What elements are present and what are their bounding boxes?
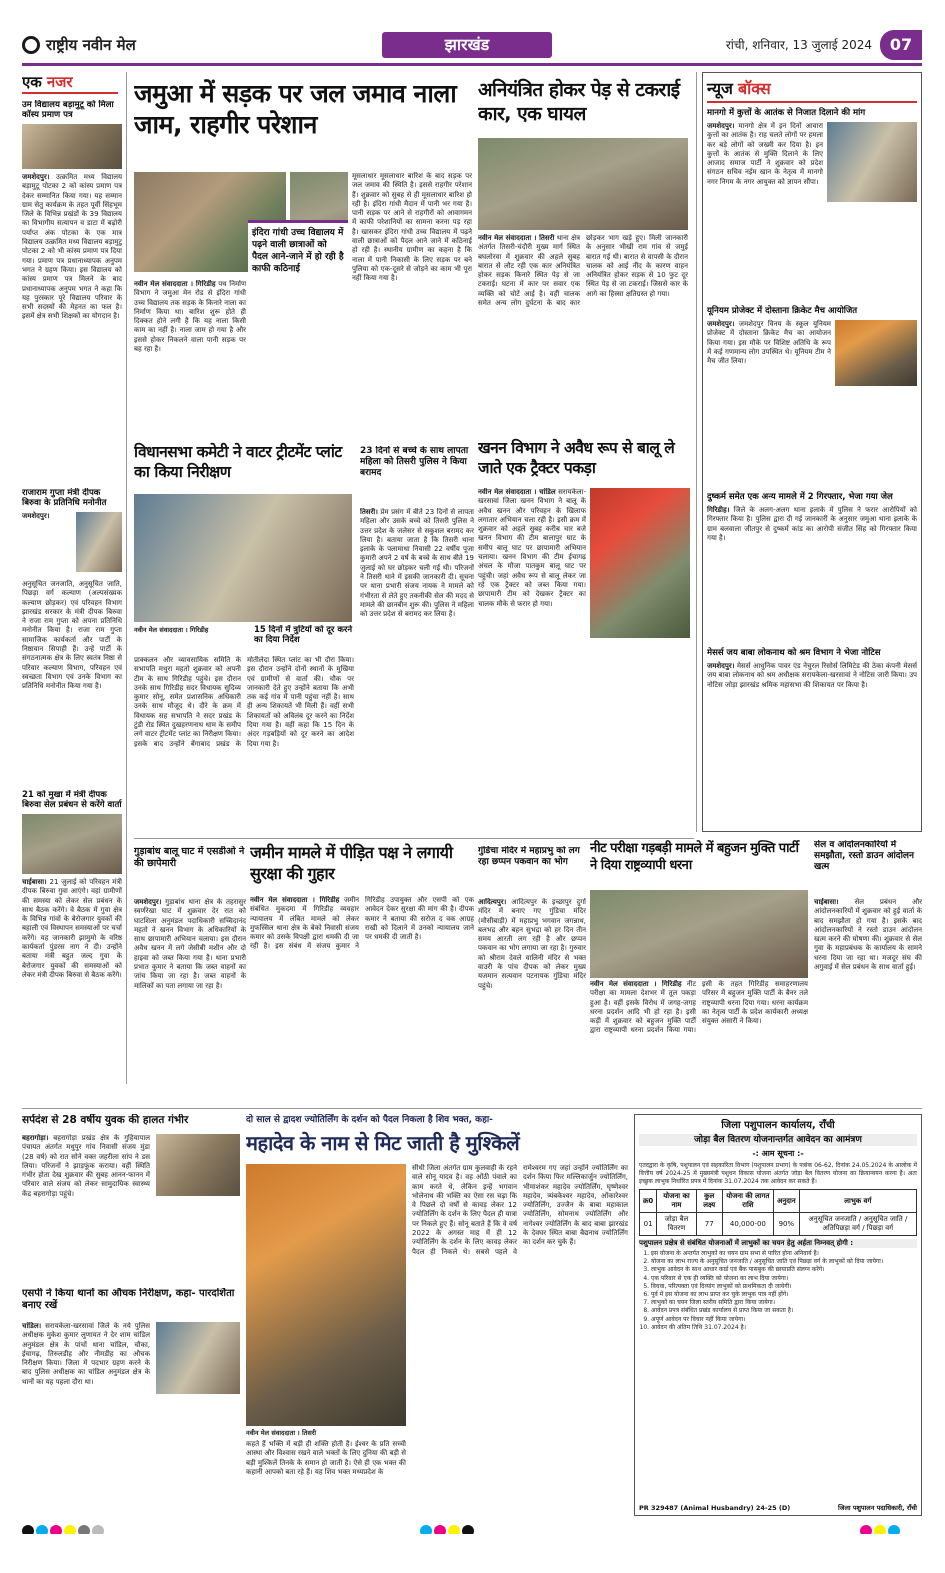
paper-name: राष्ट्रीय नवीन मेल: [22, 30, 262, 60]
story-vidhansabha-headline-box: [134, 442, 354, 492]
story-missing-headline-box: [360, 446, 472, 506]
story-headline: अनियंत्रित होकर पेड़ से टकराई कार, एक घायल: [478, 79, 680, 125]
story-snake-body: बहरागोड़ा। बहरागोड़ा प्रखंड क्षेत्र के गुहियापाल पंचायत अंतर्गत मधुपुर गांव निवासी संजय मुंडा (28 वर्ष) को रात सोने वक्त जहरीला सांप ने डस लिया। परिजनों ने झाड़फूंक कराया। वहीं स्थिति गंभीर होता देख शुक्रवार की सुबह आनन-फानन में परिवार वाले संजय को लेकर सामुदायिक स्वास्थ्य केंद्र बहरागोड़ा पहुंचे।: [22, 1134, 150, 1198]
portrait-photo: [76, 512, 122, 572]
table-header: लाभुक वर्ग: [799, 1190, 916, 1213]
table-cell: 40,000-00: [722, 1213, 773, 1236]
ek-nazar-item-1: उम विद्यालय बड़ामुटू को मिला कॉस्य प्रमाण पत्र जमशेदपुर। उत्क्रमित मध्य विद्यालय बड़ामुटू पोटका 2 को कांस्य प्रमाण पत्र देकर सम्मानित किया गया। यह सम्मान ग्राम सेतु कार्यक्रम के तहत पूर्वी सिंहभूम जिले के विभिन्न प्रखंडों के 39 विद्यालय का विभागीय सत्यापन व डाटा में बढ़ोरी पर्याप्त अंक पोटका के एक मात्र विद्यालय उत्क्रमित मध्य विद्यालय बड़ामुटू पोटका 2 को भी कांस्य प्रमाण पत्र दिया गया। प्रमाण पत्र प्रधानाध्यापक अनुपम भगत ने ग्रहण किया। इस विद्यालय को कांस्य प्रमाण पत्र मिलने के बाद प्रधानाध्यापक अनुपम भगत ने कहा कि यह पुरस्कार पूरे विद्यालय परिवार के सभी सदस्यों की मेहनत का फल है। इसमें क्षेत्र सभी शिक्षकों का योगदान है।: [22, 100, 122, 321]
ek-nazar-item-2: राजाराम गुप्ता मंत्री दीपक बिरुवा के प्रतिनिधि मनोनीत जमशेदपुर। अनुसूचित जनजाति, अनुसूचित जाति, पिछड़ा वर्ग कल्याण (अल्पसंख्यक कल्याण छोड़कर) एवं परिवहन विभाग झारखंड सरकार के मंत्री दीपक बिरुवा ने राजा राम गुप्ता को अपना प्रतिनिधि मनोनीत किया है। राजा राम गुप्ता सामाजिक कार्यकर्ता और पार्टी के निष्ठावान सिपाही हैं। उन्हें पार्टी के संगठनात्मक क्षेत्र के लिए स्वतंत्र निष्ठा से परिवार कल्याण विभाग, परिवहन एवं स्वच्छता विभाग एवं उनके विभाग का प्रतिनिधि मनोनीत किया गया है।: [22, 488, 122, 691]
story-mining-headline-box: [478, 438, 694, 486]
scheme-table: [639, 1189, 917, 1236]
story-headline: गुंडिचा मंदिर में महाप्रभु को लग रहा छप्पन पकवान का भोग: [478, 846, 580, 867]
list-item: 10. आवेदन की अंतिम तिथि 31.07.2024 है।: [651, 1324, 917, 1332]
list-item: 2. योजना का लाभ राज्य के अनुसूचित जनजाति / अनुसूचित जाति एवं पिछड़ा वर्ग के लाभुकों को दिया जायेगा।: [651, 1258, 917, 1266]
section-tab: झारखंड: [382, 32, 552, 58]
news-box-item-4: मेसर्स जय बाबा लोकनाथ को श्रम विभाग ने भेजा नोटिस जमशेदपुर। मेसर्स आधुनिक पावर एंड नेचुरल रिसोर्स लिमिटेड की ठेका कंपनी मेसर्स जय बाबा लोकनाथ को श्रम अधीक्षक सरायकेला-खरसावां ने नोटिस जारी किया। उप नोटिस जोड़ा झारखंड श्रमिक महासभा की शिकायत पर किया है।: [707, 648, 917, 689]
list-item: 5. विधवा, परित्यक्ता एवं दिव्यांग लाभुकों को प्राथमिकता दी जायेगी।: [651, 1283, 917, 1291]
certificate-photo: [22, 124, 122, 169]
masthead-rule: [22, 63, 922, 66]
tender-notes: [639, 1250, 917, 1332]
table-header: कुल लक्ष्य: [696, 1190, 722, 1213]
story-jamua-body-2: मूसलाधार मूसलाधार बारिश के बाद सड़क पर जल जमाव की स्थिति है। इससे राहगीर परेशान हैं। शुक्रवार को सुबह से ही मूसलाधार बारिश हो रही है। इंदिरा गांधी मैदान में पानी भर गया है। पानी सड़क पर आने से राहगीरों को आवागमन में काफी परेशानियों का सामना करना पड़ रहा है। खासकर इंदिरा गांधी उच्च विद्यालय में पढ़ने वाली छात्राओं को पैदल आने जाने में कठिनाई हो रही है। स्थानीय ग्रामीण का कहना है कि नाला में पानी निकासी के लिए सड़क पर बने पुलिया को एक-दूसरे से जोड़ने का काम भी पूरा नहीं किया गया है।: [352, 172, 472, 283]
logo-ring-icon: [22, 36, 40, 54]
color-registration-strip: [860, 1522, 922, 1534]
table-cell: अनुसूचित जनजाति / अनुसूचित जाति / अतिपिछड़ा वर्ग / पिछड़ा वर्ग: [799, 1213, 916, 1236]
story-neet-body: नवीन मेल संवाददाता । गिरिडीह नीट परीक्षा का मामला देशभर में तूल पकड़ा हुआ है। वहीं इसके विरोध में जगह-जगह धरना प्रदर्शन आदि भी हो रहा है। इसी कड़ी में शुक्रवार को बहुजन मुक्ति पार्टी द्वारा राष्ट्रव्यापी धरना प्रदर्शन किया गया। इसी के तहत गिरिडीह समाहरणालय परिसर में बहुजन मुक्ति पार्टी के बैनर तले राष्ट्रव्यापी धरना दिया गया। धरना कार्यक्रम का नेतृत्व पार्टी के प्रदेश कार्यकारी अध्यक्ष संयुक्त अंसारी ने किया।: [590, 980, 808, 1035]
story-mahadev-kicker: दो साल से द्वादश ज्योतिर्लिंग के दर्शन को पैदल निकला है शिव भक्त, कहा-: [246, 1115, 493, 1125]
registration-dot: [860, 1525, 872, 1534]
registration-dot: [64, 1525, 76, 1534]
memorandum-photo: [827, 122, 917, 202]
story-land-headline-box: [250, 842, 474, 892]
story-jamua-headline-box: [134, 78, 470, 168]
photo-caption: नवीन मेल संवाददाता । तिसरी: [246, 1429, 317, 1437]
story-headline: विधानसभा कमेटी ने वाटर ट्रीटमेंट प्लांट का किया निरीक्षण: [134, 443, 342, 481]
page-number: 07: [880, 30, 922, 60]
story-headline: 23 दिनों से बच्चे के साथ लापता महिला को तिसरी पुलिस ने किया बरामद: [360, 446, 469, 478]
story-sp-headline-box: [22, 1288, 240, 1320]
story-mining-body: नवीन मेल संवाददाता । चांडिल सरायकेला-खरसावां जिला खनन विभाग ने बालू के अवैध खनन और परिवहन के खिलाफ लगातार अभियान चला रही है। इसी क्रम में शुक्रवार को अहले सुबह करीब चार बजे खनन विभाग की टीम बालापुर घाट के समीप बालू घाट पर छापामारी अभियान चलाया। खनन विभाग की टीम ईचागढ़ अंचल के मौजा पातकुम बालू घाट पर पहुंची। जहां अवैध रूप से बालू लेकर जा रहे एक ट्रैक्टर को जब्त किया गया। छापामारी टीम को देखकर ट्रैक्टर का चालक मौके से फरार हो गया।: [478, 488, 586, 608]
story-gudabandha-body: जमशेदपुर। गुड़ाबांध थाना क्षेत्र के तहरासुर स्वर्णरेखा घाट में शुक्रवार देर रात को घाटशिला अनुमंडल पदाधिकारी सच्चिदानंद महतो ने खनन विभाग के अधिकारियों के साथ छापामारी अभियान चलाया। इस दौरान अवैध खनन में लगे जेसीबी मशीन और दो हाइवा को जब्त किया गया है। थाना प्रभारी प्रभात कुमार ने बताया कि जब्त वाहनों का जांच किया जा रहा है। जब्त वाहनों के मालिकों का पता लगाया जा रहा है।: [134, 898, 246, 990]
registration-dot: [92, 1525, 104, 1534]
story-headline: सर्पदंश से 28 वर्षीय युवक की हालत गंभीर: [22, 1114, 189, 1126]
table-header: क्र0: [640, 1190, 657, 1213]
table-header: योजना का नाम: [657, 1190, 696, 1213]
story-mahadev-body-2: सीधी जिला अंतर्गत ग्राम कुलवाही के रहने वाले सोनू यादव है। वह ओंठी पंवाले का काम करते थे, लेकिन इन्हें भगवान भोलेनाथ की भक्ति का ऐसा रस चढ़ा कि वे पिछले दो वर्षों से कावड़ लेकर 12 ज्योतिर्लिंग के दर्शन के लिए पैदल ही यात्रा पर निकले हुए हैं। सोनू बताते हैं कि वे वर्ष 2022 के अगस्त माह में ही 12 ज्योतिर्लिंग के दर्शन के लिए कावड़ लेकर पैदल ही निकले थे। सबसे पहले वे रामेश्वरम गए जहां उन्होंने ज्योतिर्लिंग का दर्शन किया फिर मल्लिकार्जुन ज्योतिर्लिंग, भीमाशंकर महादेव ज्योतिर्लिंग, घृष्णेश्वर महादेव, त्र्यंबकेश्वर महादेव, ओंकारेश्वर ज्योतिर्लिंग, उज्जैन के बाबा महाकाल ज्योतिर्लिंग, सोमनाथ ज्योतिर्लिंग और नागेश्वर ज्योतिर्लिंग के बाद बाबा झारखंड के देवघर स्थित बाबा बैद्यनाथ ज्योतिर्लिंग का दर्शन कर चुके हैं।: [412, 1164, 628, 1256]
row-divider: [22, 1108, 922, 1109]
story-missing-body: तिसरी। प्रेम प्रसंग में बीते 23 दिनों से लापता महिला और उसके बच्चे को तिसरी पुलिस ने उत्तर प्रदेश के जलेसर से सकुशल बरामद कर लिया है। बताया जाता है कि तिसरी थाना इलाके के पलामाधा निवासी 22 वर्षीय पूजा कुमारी अपने 2 वर्ष के बच्चे के साथ बीते 19 जुलाई को घर छोड़कर चली गई थी। परिजनों ने तिसरी थाने में इसकी जानकारी दी। सूचना पर थाना प्रभारी संजय नायक ने मामले को गंभीरता से लेते हुए तकनीकी सेल की मदद से मामले की छानबीन शुरू की। पुलिस ने महिला को उत्तर प्रदेश से बरामद कर लिया है।: [360, 508, 474, 619]
tender-office: जिला पशुपालन कार्यालय, राँची: [721, 1120, 835, 1131]
story-headline: सेल व आंदोलनकारियों में समझौता, रस्तो डाउन आंदोलन खत्म: [814, 840, 915, 872]
table-cell: 77: [696, 1213, 722, 1236]
registration-dot: [888, 1525, 900, 1534]
list-item: 7. लाभुकों का चयन जिला स्तरीय समिति द्वारा किया जायेगा।: [651, 1299, 917, 1307]
news-box: [702, 72, 922, 832]
tender-code: PR 329487 (Animal Husbandry) 24-25 (D): [639, 1504, 791, 1512]
story-headline: गुड़ाबांध बालू घाट में एसडीओ ने की छापेमारी: [134, 846, 245, 869]
list-item: 4. एक परिवार से एक ही व्यक्ति को योजना का लाभ दिया जायेगा।: [651, 1275, 917, 1283]
table-header-row: [640, 1190, 917, 1213]
table-header: अनुदान: [774, 1190, 800, 1213]
tender-signatory: जिला पशुपालन पदाधिकारी, राँची: [837, 1504, 917, 1512]
ek-nazar-item-3: 21 को मुखा में मंत्री दीपक बिरुवा सेल प्रबंधन से करेंगे वार्ता चाईबासा। 21 जुलाई को परिवहन मंत्री दीपक बिरुवा गुवा आएंगे। वहां ग्रामीणों की समस्या को लेकर सेल प्रबंधन के साथ बैठक करेंगे। वे बैठक में गुवा क्षेत्र के विभिन्न गांवों के बेरोजगार युवकों की बहाली एवं विस्थापन समस्याओं पर चर्चा करेंगे। यह जानकारी झामुमो के वरिष्ठ कार्यकर्ता पुंडरस नाग ने दी। उन्होंने बताया मंत्री बहुत जल्द गुवा के बेरोजगार युवकों की समस्याओं को लेकर मंत्री दीपक बिरुवा से बैठक करेंगे।: [22, 790, 122, 979]
item-headline: राजाराम गुप्ता मंत्री दीपक बिरुवा के प्रतिनिधि मनोनीत: [22, 488, 107, 508]
story-vidhansabha-body: प्राक्कलन और व्यावसायिक समिति के सभापति मथुरा महतो शुक्रवार को अपनी टीम के साथ गिरिडीह पहुंचे। इस दौरान उनके साथ गिरिडीह सदर विधायक सुदिव्य कुमार सोनू, समेत प्रशासनिक अधिकारी उनके साथ मौजूद थे। दौरे के क्रम में विधायक सह सभापति ने सदर प्रखंड के टुंडी रोड स्थित दुखहरणनाथ धाम के समीप लगे वाटर ट्रीटमेंट प्लांट का निरीक्षण किया। इसके बाद उन्होंने बेंगाबाद प्रखंड के मोतीलेदा स्थित प्लांट का भी दौरा किया। इस दौरान उन्होंने दोनों स्थानों के मुखिया एवं ग्रामीणों से वार्ता की। चौक पर जानकारी देते हुए उन्होंने बताया कि अभी तक कई गांव में पानी पहुंचा नहीं है। साथ ही अन्य शिकायतें भी मिली हैं। वहीं सभी शिकायतों को अविलंब दूर करने का निर्देश दिया गया है। वहीं कहा कि 15 दिन के अंदर गड़बड़ियों को दूर करने का आदेश दिया गया है।: [134, 656, 354, 748]
tender-notice: [634, 1114, 922, 1516]
story-gudabandha-headline-box: [134, 846, 246, 906]
registration-dot: [36, 1525, 48, 1534]
list-item: 3. लाभुक आवेदन के साथ आधार कार्ड एवं बैंक पासबुक की छायाप्रति संलग्न करेंगे।: [651, 1266, 917, 1274]
news-box-header: न्यूज बॉक्स: [707, 77, 917, 103]
story-car-body: नवीन मेल संवाददाता । तिसरी थाना क्षेत्र अंतर्गत तिसरी-चंदौरी मुख्य मार्ग स्थित बघलोरवा में शुक्रवार की अहले सुबह बारात से लौट रही एक कार अनियंत्रित होकर सड़क किनारे स्थित पेड़ से जा टकराई। घटना में कार पर सवार एक व्यक्ति को चोटें आई है। वहीं चालक समेत अन्य लोग दुर्घटना के बाद कार छोड़कर भाग खड़े हुए। मिली जानकारी के अनुसार भीखी राम गांव से जमुई बारात गई थी। बारात से वापसी के दौरान चालक को आई नींद के कारण वाहन अनियंत्रित होकर सड़क से 10 फुट दूर स्थित पेड़ से जा टकराई। जिससे कार के आगे का हिस्सा क्षतिग्रस्त हो गया।: [478, 234, 688, 308]
story-snake-headline-box: [22, 1114, 240, 1136]
edition-date: रांची, शनिवार, 13 जुलाई 2024: [725, 38, 872, 52]
story-jamua-body-1: नवीन मेल संवाददाता । गिरिडीह पथ निर्माण विभाग ने जमुआ मेन रोड से इंदिरा गांधी उच्च विद्यालय तक सड़क के किनारे नाला का निर्माण किया था। बारिश शुरू होते ही दिक्कत होने लगी है कि यह नाला किसी काम का नहीं है। नाला जाम हो गया है और इससे होकर निकलने वाला पानी सड़क पर बह रहा है।: [134, 280, 246, 354]
table-cell: 90%: [774, 1213, 800, 1236]
photo-caption: नवीन मेल संवाददाता । गिरिडीह: [134, 626, 209, 634]
registration-dot: [78, 1525, 90, 1534]
tractor-photo: [590, 488, 690, 638]
list-item: 8. आवेदन प्रपत्र संबंधित प्रखंड कार्यालय से प्राप्त किया जा सकता है।: [651, 1307, 917, 1315]
meeting-photo: [22, 814, 122, 874]
tender-intro: एतदद्वारा के कृषि, पशुपालन एवं सहकारिता विभाग (पशुपालन प्रभाग) के पत्रांक 06-62, दिनांक 24.05.2024 के आलोक में वित्तीय वर्ष 2024-25 में मुख्यमंत्री पशुधन विकास योजना अंतर्गत जोड़ा बैल वितरण योजना का क्रियान्वयन करना है। अतः इच्छुक लाभुक निर्धारित प्रपत्र में दिनांक 31.07.2024 तक आवेदन कर सकते हैं।: [639, 1162, 917, 1185]
list-item: 1. इस योजना के अन्तर्गत लाभुकों का चयन ग्राम सभा से पारित होना अनिवार्य है।: [651, 1250, 917, 1258]
registration-dot: [50, 1525, 62, 1534]
story-sail-body: चाईबासा। सेल प्रबंधन और आंदोलनकारियों में शुक्रवार को हुई वार्ता के बाद समझौता हो गया है। इसके बाद आंदोलनकारियों ने रस्तो डाउन आंदोलन खत्म करने की घोषणा की। शुक्रवार से सेल गुवा के महाप्रबंधक के कार्यालय के सामने धरना दिया जा रहा था। मजदूर संघ की अगुवाई में सेल प्रबंधन के साथ वार्ता हुई।: [814, 898, 922, 972]
registration-dot: [434, 1525, 446, 1534]
police-photo: [156, 1322, 240, 1394]
story-mahaprabhu-headline-box: [478, 846, 586, 896]
tender-subtitle: -: आम सूचना :-: [752, 1149, 804, 1158]
story-sail-headline-box: [814, 840, 922, 900]
table-header: योजना की लागत राशि: [722, 1190, 773, 1213]
story-headline: जमुआ में सड़क पर जल जमाव नाला जाम, राहगीर परेशान: [134, 79, 457, 139]
registration-dot: [462, 1525, 474, 1534]
story-mahadev-headline-box: [246, 1130, 630, 1162]
story-subhead: 15 दिनों में त्रुटियों को दूर करने का दिया निर्देश: [254, 625, 353, 645]
column-divider: [126, 72, 127, 1084]
list-item: 9. अपूर्ण आवेदन पर विचार नहीं किया जायेगा।: [651, 1316, 917, 1324]
story-headline: महादेव के नाम से मिट जाती है मुश्किलें: [246, 1131, 520, 1155]
story-sp-body: चांडिल। सरायकेला-खरसावां जिले के नये पुलिस अधीक्षक मुकेश कुमार लुणायत ने देर शाम चांडिल अनुमंडल क्षेत्र के पांचों थाना चांडिल, चौका, ईचागढ़, तिरुलडीह और नीमडीह का औचक निरीक्षण किया। जिला में पदभार ग्रहण करने के बाद पुलिस अधीक्षक का चांडिल अनुमंडल क्षेत्र के थानों का यह पहला दौरा था।: [22, 1322, 150, 1386]
inspection-photo: [134, 494, 352, 622]
column-divider: [696, 72, 697, 832]
registration-dot: [22, 1525, 34, 1534]
registration-dot: [448, 1525, 460, 1534]
cricket-photo: [835, 320, 917, 386]
registration-dot: [874, 1525, 886, 1534]
masthead: [22, 30, 922, 60]
patient-photo: [156, 1134, 240, 1196]
story-headline: खनन विभाग ने अवैध रूप से बालू ले जाते एक ट्रैक्टर पकड़ा: [478, 439, 675, 477]
story-headline: नीट परीक्षा गड़बड़ी मामले में बहुजन मुक्ति पार्टी ने दिया राष्ट्रव्यापी धरना: [590, 841, 799, 873]
tender-note-title: पशुपालन प्रक्षेत्र से संबंधित योजनाओं में लाभुकों का चयन हेतु अर्हता निम्नवत् होगी :: [639, 1239, 917, 1248]
story-headline: एसपी ने किया थानों का औचक निरीक्षण, कहा- पारदर्शिता बनाए रखें: [22, 1288, 235, 1311]
story-headline: जमीन मामले में पीड़ित पक्ष ने लगायी सुरक्षा की गुहार: [250, 843, 453, 883]
pullquote: इंदिरा गांधी उच्च विद्यालय में पढ़ने वाली छात्राओं को पैदल आने-जाने में हो रही है काफी कठिनाई: [248, 220, 348, 340]
news-box-item-2: यूनियम प्रोजेक्ट में दोस्ताना क्रिकेट मैच आयोजित जमशेदपुर। जमशेदपुर विनय के स्कूल यूनियम प्रोजेक्ट में दोस्ताना क्रिकेट मैच का आयोजन किया गया। इस मौके पर विशिष्ट अतिथि के रूप में कई गणमान्य लोग उपस्थित थे। यूनियम टीम ने मैच जीत लिया।: [707, 305, 917, 485]
story-neet-headline-box: [590, 840, 808, 890]
list-item: 6. पूर्व में इस योजना का लाभ प्राप्त कर चुके लाभुक पात्र नहीं होंगे।: [651, 1291, 917, 1299]
story-mahaprabhu-body: आदित्यपुर। आदित्यपुर के इच्छापुर दुर्गा मंदिर में बनाए गए गुंडिचा मंदिर (मौसीबाड़ी) में महाप्रभु भगवान जगन्नाथ, बलभद्र और बहन सुभद्रा को हर दिन तीन समय आरती लग रही है और छप्पन पकवान का भोग लगाया जा रहा है। गुरुवार को श्रीराम देवले वालिनी मंदिर से भक्त वाउरी के पांच दीपक को लेकर मुख्य यजमान सत्यवान पटनायक गुंडिचा मंदिर पहुंचे।: [478, 898, 586, 990]
news-box-item-1: मानगो में कुत्तों के आतंक से निजात दिलाने की मांग जमशेदपुर। मानगो क्षेत्र में इन दिनों आवारा कुत्तों का आतंक है। राह चलते लोगों पर हमला कर बड़े लोगों को जख्मी कर दिया है। इन कुत्तों के आतंक से मुक्ति दिलाने के लिए आजाद समाज पार्टी ने शुक्रवार को प्रदेश संगठन सचिव नईम खान के नेतृत्व में मानगो नगर निगम के नगर आयुक्त को ज्ञापन सौंपा।: [707, 107, 917, 299]
tender-title: जोड़ा बैल वितरण योजनान्तर्गत आवेदन का आमंत्रण: [639, 1134, 917, 1146]
registration-dot: [420, 1525, 432, 1534]
item-headline: उम विद्यालय बड़ामुटू को मिला कॉस्य प्रमाण पत्र: [22, 100, 114, 120]
story-land-body: नवीन मेल संवाददाता । गिरिडीह जमीन संबंधित मुकदमा में गिरिडीह व्यवहार न्यायालय में लंबित मामले को लेकर मुफस्सिल थाना क्षेत्र के बेको निवासी संजय कमार को उसके विपक्षी द्वारा धमकी दी जा रही है। इस संबंध में संजय कुमार ने गिरिडीह उपायुक्त और एसपी को एक आवेदन देकर सुरक्षा की मांग की है। दीपक कमार ने बताया की सरोज द वक आग्रह राखी को दिलाने में उनको न्यायालय जाने पर धमकी दी जाती है।: [250, 896, 474, 951]
row-divider: [134, 838, 694, 839]
ek-nazar-header: एक नजर: [22, 72, 118, 94]
item-headline: 21 को मुखा में मंत्री दीपक बिरुवा सेल प्रबंधन से करेंगे वार्ता: [22, 790, 122, 810]
crashed-car-photo: [478, 138, 688, 230]
table-cell: जोड़ा बैल वितरण: [657, 1213, 696, 1236]
protest-photo: [590, 890, 808, 978]
story-mahadev-body-1: कहते हैं भक्ति में बड़ी ही शक्ति होती है। ईश्वर के प्रति सच्ची आस्था और विश्वास रखने वाले भक्तों के लिए दुनिया की बड़ी से बड़ी मुश्किलें तिनके के समान हो जाती है। ऐसे ही एक भक्त की कहानी आपको बता रहे हैं। यह शिव भक्त मध्यप्रदेश के: [246, 1440, 406, 1476]
news-box-item-3: दुष्कर्म समेत एक अन्य मामले में 2 गिरफ्तार, भेजा गया जेल गिरिडीह। जिले के अलग-अलग थाना इलाके में पुलिस ने फरार आरोपियों को गिरफ्तार किया है। पुलिस द्वारा दी गई जानकारी के अनुसार जमुआ थाना इलाके के ग्राम बलवाला जीतपुर से दुष्कर्म कांड का आरोपी संजीत सिंह को गिरफ्तार किया गया है।: [707, 492, 917, 542]
table-cell: 01: [640, 1213, 657, 1236]
table-row: [640, 1213, 917, 1236]
devotee-photo: [246, 1164, 406, 1426]
